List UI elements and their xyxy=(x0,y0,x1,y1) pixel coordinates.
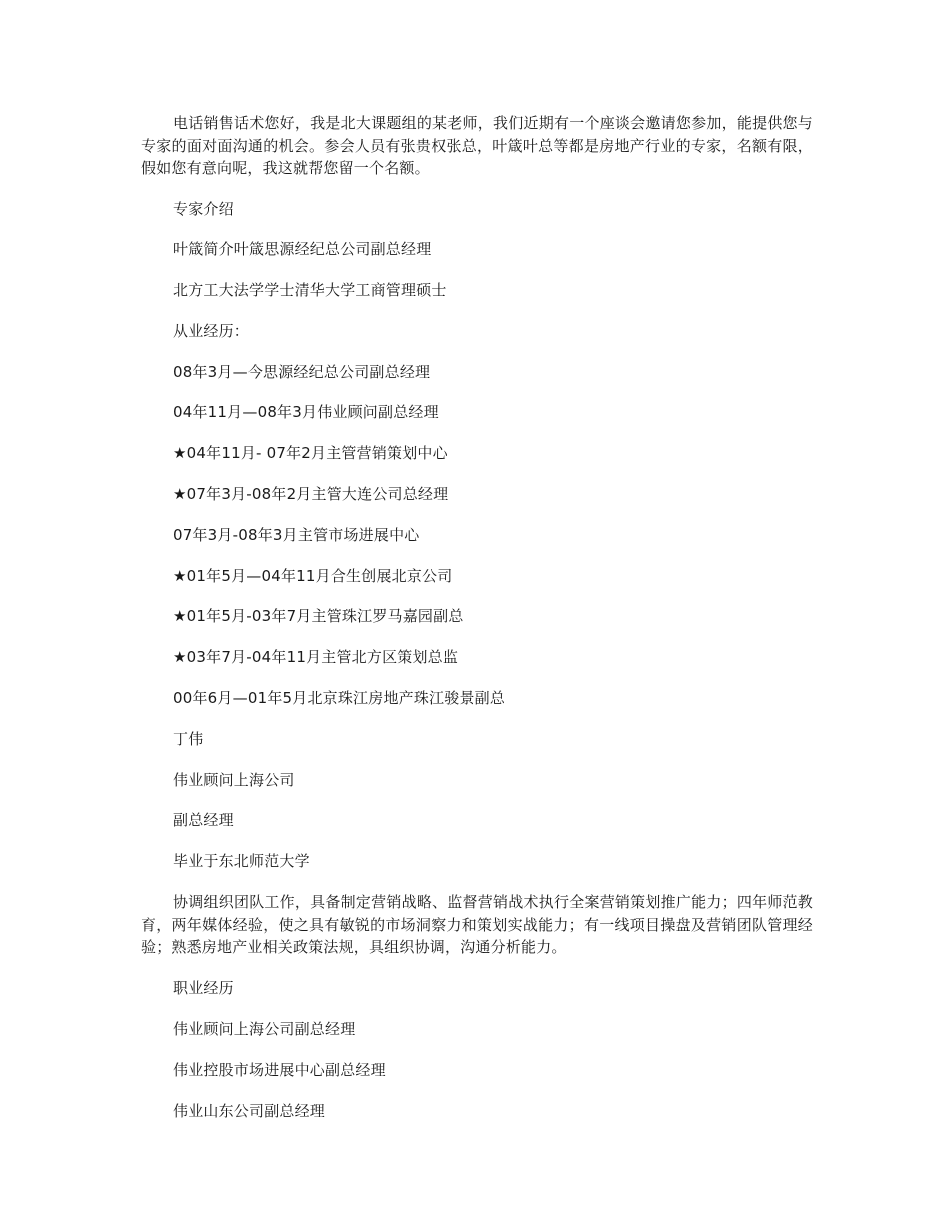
expert-education: 毕业于东北师范大学 xyxy=(173,852,310,871)
expert-title: 副总经理 xyxy=(173,811,234,830)
expert-name: 丁伟 xyxy=(173,729,204,748)
career-entry: ★07年3月-08年2月主管大连公司总经理 xyxy=(173,485,449,504)
career-entry: ★03年7月-04年11月主管北方区策划总监 xyxy=(173,648,459,667)
career-position: 伟业顾问上海公司副总经理 xyxy=(173,1020,356,1039)
career-entry: ★01年5月-03年7月主管珠江罗马嘉园副总 xyxy=(173,607,464,626)
career-heading: 从业经历： xyxy=(173,321,250,340)
career-position: 伟业控股市场进展中心副总经理 xyxy=(173,1060,386,1079)
section-heading-expert-intro: 专家介绍 xyxy=(173,199,234,218)
career-entry: 04年11月—08年3月伟业顾问副总经理 xyxy=(173,403,439,422)
career-entry: 07年3月-08年3月主管市场进展中心 xyxy=(173,525,420,544)
career-entry: ★01年5月—04年11月合生创展北京公司 xyxy=(173,566,453,585)
education-line: 北方工大法学学士清华大学工商管理硕士 xyxy=(173,281,447,300)
career-entry: 00年6月—01年5月北京珠江房地产珠江骏景副总 xyxy=(173,689,506,708)
section-heading-career: 职业经历 xyxy=(173,979,234,998)
expert-profile-line: 叶箴简介叶箴思源经纪总公司副总经理 xyxy=(173,240,432,259)
career-position: 伟业山东公司副总经理 xyxy=(173,1101,326,1120)
document-body xyxy=(141,112,813,1122)
career-entry: 08年3月—今思源经纪总公司副总经理 xyxy=(173,362,431,381)
intro-paragraph: 电话销售话术您好，我是北大课题组的某老师，我们近期有一个座谈会邀请您参加，能提供您与专家的面对面沟通的机会。参会人员有张贵权张总，叶箴叶总等都是房地产行业的专家，名额有限，假如您有意向呢，我这就帮您留一个名额。 xyxy=(141,114,813,177)
expert-company: 伟业顾问上海公司 xyxy=(173,770,295,789)
summary-paragraph: 协调组织团队工作，具备制定营销战略、监督营销战术执行全案营销策划推广能力；四年师范教育，两年媒体经验，使之具有敏锐的市场洞察力和策划实战能力；有一线项目操盘及营销团队管理经验；熟悉房地产业相关政策法规，具组织协调，沟通分析能力。 xyxy=(141,893,813,957)
career-entry: ★04年11月- 07年2月主管营销策划中心 xyxy=(173,444,448,463)
